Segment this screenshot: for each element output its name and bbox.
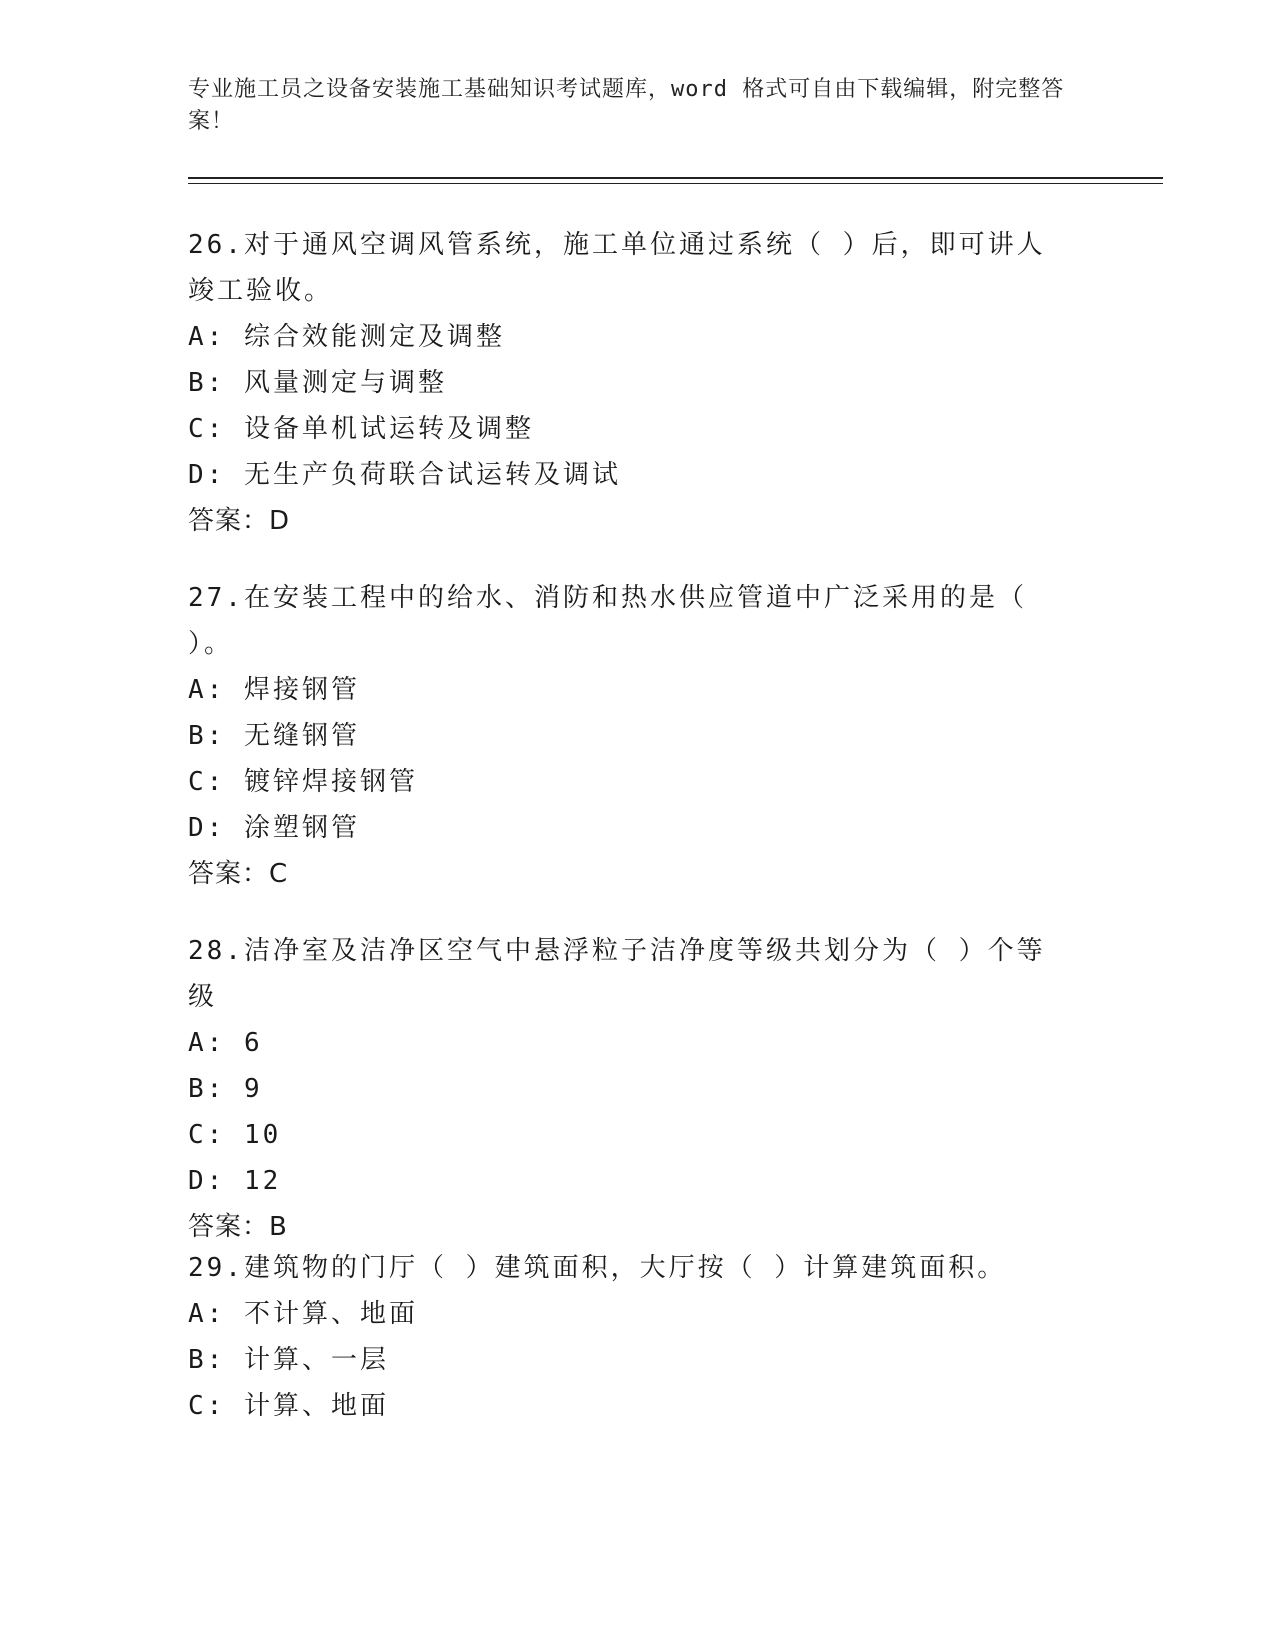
option-c: C: 镀锌焊接钢管: [188, 767, 418, 797]
option-d: D: 12: [188, 1166, 282, 1196]
answer: 答案：C: [188, 859, 289, 889]
option-a: A: 焊接钢管: [188, 675, 360, 705]
option-b: B: 风量测定与调整: [188, 368, 447, 398]
option-b: B: 无缝钢管: [188, 721, 360, 751]
header-divider-thin: [188, 183, 1163, 184]
option-a: A: 不计算、地面: [188, 1299, 418, 1329]
option-b: B: 9: [188, 1074, 263, 1104]
question-stem: 27.在安装工程中的给水、消防和热水供应管道中广泛采用的是（ ）。: [188, 583, 1027, 659]
question-26: [188, 222, 1068, 544]
option-a: A: 综合效能测定及调整: [188, 322, 505, 352]
option-c: C: 计算、地面: [188, 1391, 389, 1421]
question-28: [188, 928, 1068, 1250]
question-27: [188, 575, 1068, 897]
option-c: C: 10: [188, 1120, 282, 1150]
option-a: A: 6: [188, 1028, 263, 1058]
answer: 答案：B: [188, 1212, 288, 1242]
question-stem: 28.洁净室及洁净区空气中悬浮粒子洁净度等级共划分为（ ）个等级: [188, 936, 1046, 1012]
option-b: B: 计算、一层: [188, 1345, 389, 1375]
document-header: 专业施工员之设备安装施工基础知识考试题库，word 格式可自由下载编辑，附完整答案！: [188, 77, 1065, 134]
option-d: D: 涂塑钢管: [188, 813, 360, 843]
question-stem: 29.建筑物的门厅（ ）建筑面积，大厅按（ ）计算建筑面积。: [188, 1253, 1007, 1283]
option-d: D: 无生产负荷联合试运转及调试: [188, 460, 621, 490]
question-29: [188, 1245, 1068, 1429]
question-stem: 26.对于通风空调风管系统，施工单位通过系统（ ）后，即可讲人竣工验收。: [188, 230, 1046, 306]
option-c: C: 设备单机试运转及调整: [188, 414, 534, 444]
header-divider-thick: [188, 177, 1163, 179]
answer: 答案：D: [188, 506, 291, 536]
